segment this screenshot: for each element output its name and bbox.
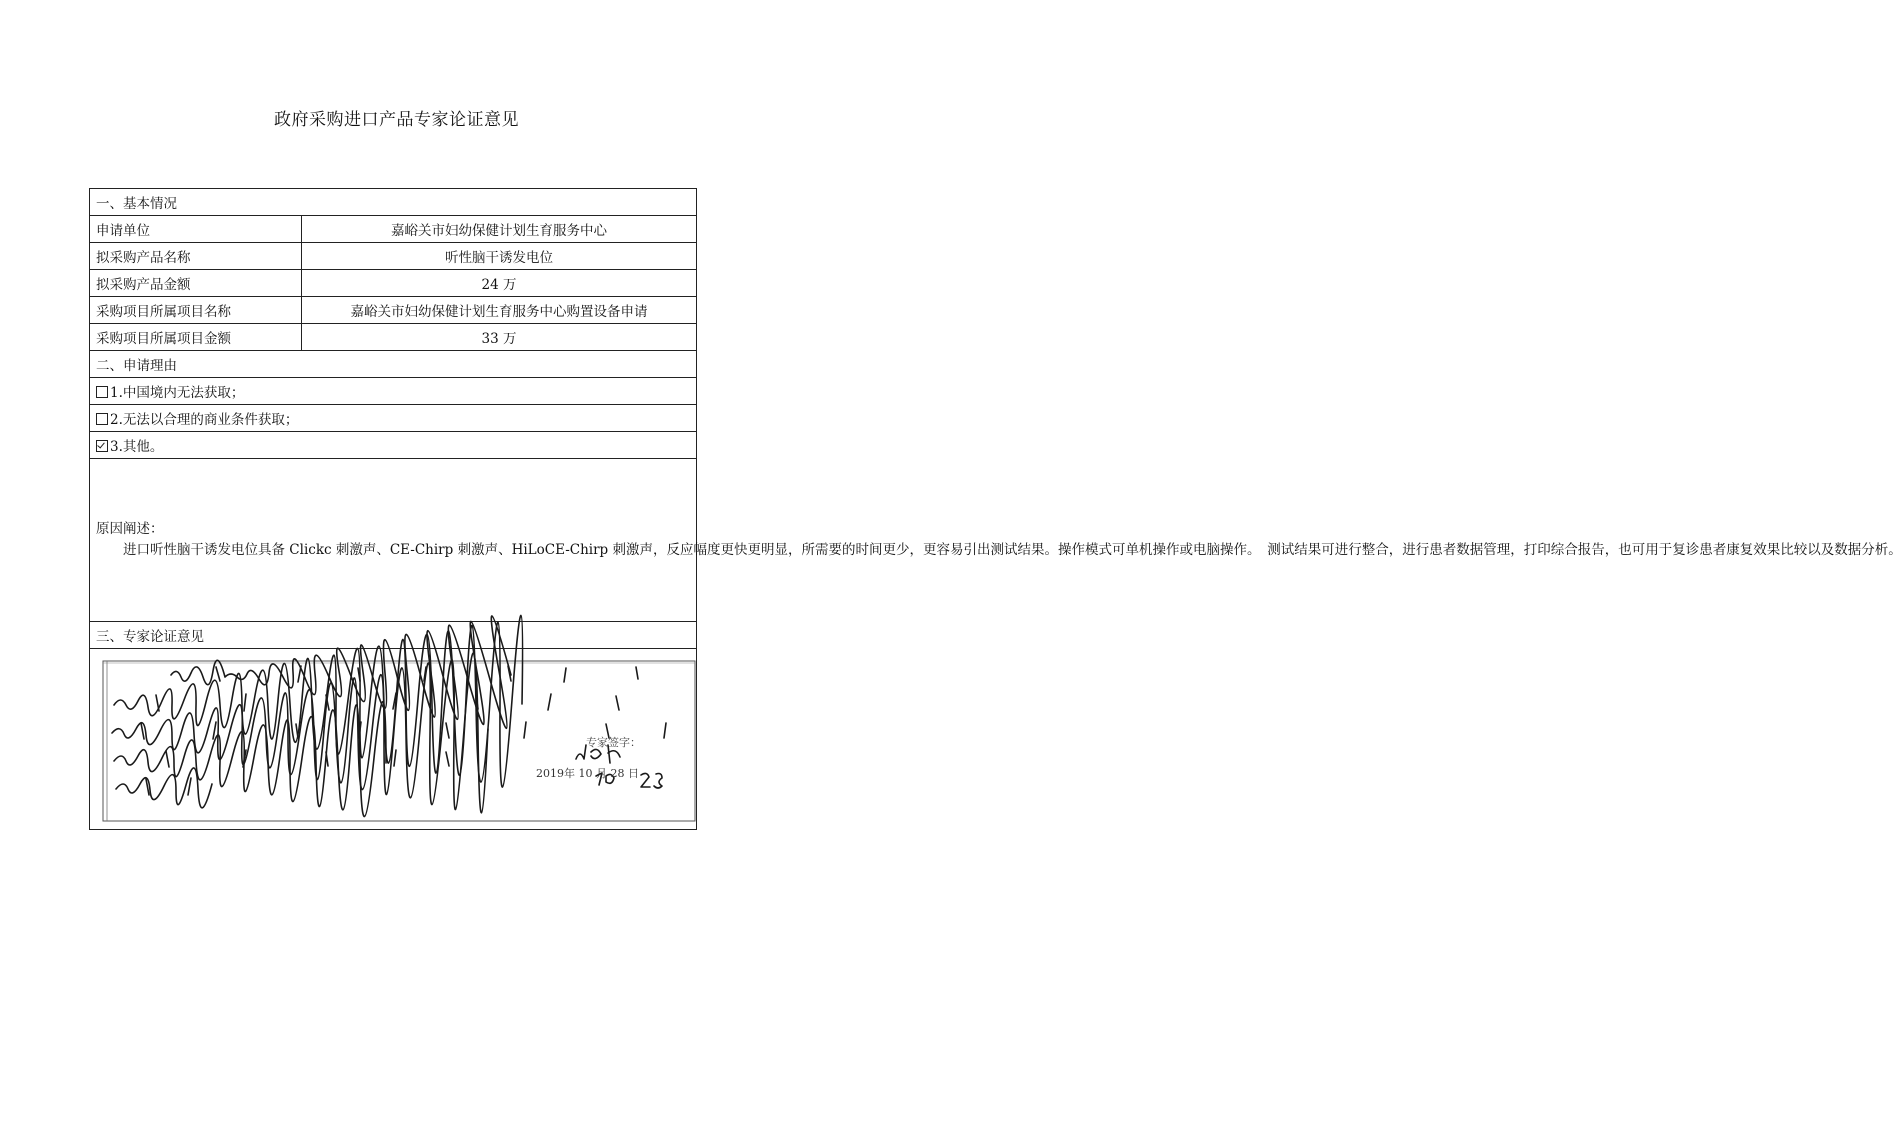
reason-description-heading: 原因阐述： [96, 521, 164, 537]
info-value-project-name: 嘉峪关市妇幼保健计划生育服务中心购置设备申请 [302, 297, 697, 324]
signature-date: 2019年 10 月 28 日 [536, 767, 639, 780]
page-title: 政府采购进口产品专家论证意见 [274, 110, 519, 130]
reason-option-2 [90, 405, 697, 432]
reason-description-cell [90, 459, 1902, 622]
checkbox-unchecked-icon[interactable] [96, 386, 108, 398]
info-label-project-name: 采购项目所属项目名称 [90, 297, 302, 324]
checkbox-checked-icon[interactable] [96, 440, 108, 452]
reason-option-3-label: 3.其他。 [110, 439, 164, 455]
info-label-applicant: 申请单位 [90, 216, 302, 243]
reason-option-row-3 [90, 432, 697, 459]
expert-opinion-row [90, 649, 697, 830]
info-row-project-name [90, 297, 697, 324]
reason-option-1-label: 1.中国境内无法获取； [110, 385, 245, 401]
reason-description-body: 进口听性脑干诱发电位具备 Clickc 刺激声、CE-Chirp 刺激声、HiLoCE-Chirp 刺激声，反应幅度更快更明显，所需要的时间更少，更容易引出测试结果。操作模式可单机操作或电脑操作。 测试结果可进行整合，进行患者数据管理，打印综合报告，也可用于复诊患者康复效果比较以及数据分析。 [123, 542, 1902, 558]
info-row-applicant [90, 216, 697, 243]
checkbox-unchecked-icon[interactable] [96, 413, 108, 425]
reason-option-2-label: 2.无法以合理的商业条件获取； [110, 412, 299, 428]
section-basic-heading: 一、基本情况 [90, 189, 697, 216]
section-reason-heading: 二、申请理由 [90, 351, 697, 378]
info-value-product-name: 听性脑干诱发电位 [302, 243, 697, 270]
info-value-project-amount: 33 万 [302, 324, 697, 351]
info-label-project-amount: 采购项目所属项目金额 [90, 324, 302, 351]
reason-option-3 [90, 432, 697, 459]
info-value-applicant: 嘉峪关市妇幼保健计划生育服务中心 [302, 216, 697, 243]
reason-description-row [90, 459, 697, 622]
info-label-product-amount: 拟采购产品金额 [90, 270, 302, 297]
section-opinion-heading-row [90, 622, 697, 649]
reason-option-row-2 [90, 405, 697, 432]
section-opinion-heading: 三、专家论证意见 [90, 622, 697, 649]
info-value-product-amount: 24 万 [302, 270, 697, 297]
info-label-product-name: 拟采购产品名称 [90, 243, 302, 270]
expert-handwritten-opinion [96, 649, 703, 829]
reason-option-row-1 [90, 378, 697, 405]
reason-option-1 [90, 378, 697, 405]
info-row-product-name [90, 243, 697, 270]
info-row-project-amount [90, 324, 697, 351]
section-basic-heading-row [90, 189, 697, 216]
signature-label: 专家签字： [586, 736, 641, 749]
info-row-product-amount [90, 270, 697, 297]
section-reason-heading-row [90, 351, 697, 378]
expert-opinion-form [89, 188, 1902, 830]
expert-opinion-cell [90, 649, 697, 830]
